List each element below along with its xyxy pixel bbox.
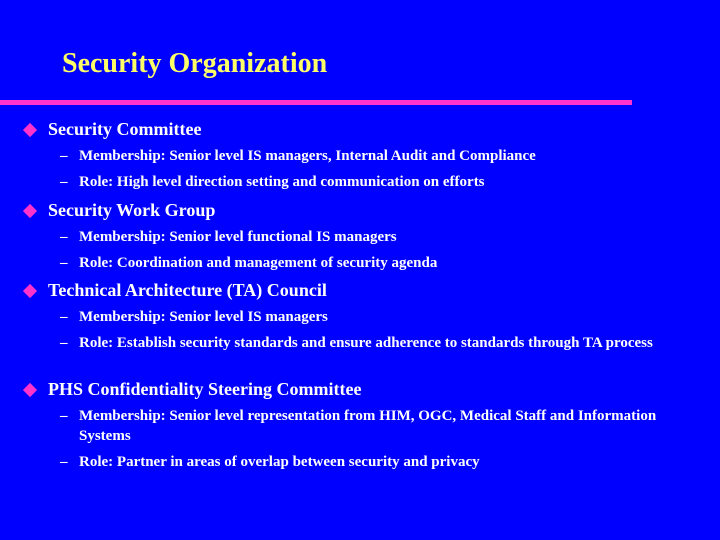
sub-bullet <box>60 307 700 327</box>
sub-bullet <box>60 406 700 446</box>
sub-bullet-text: Role: Partner in areas of overlap between security and privacy <box>79 454 480 470</box>
dash-bullet-icon: – <box>60 335 68 351</box>
sub-bullet <box>60 253 700 273</box>
dash-bullet-icon: – <box>60 255 68 271</box>
bullet-technical-architecture-council: Technical Architecture (TA) Council <box>48 280 327 300</box>
subbullets-technical-architecture-council <box>60 307 700 359</box>
subbullets-security-work-group <box>60 227 700 279</box>
diamond-bullet-icon <box>23 204 37 218</box>
dash-bullet-icon: – <box>60 309 68 325</box>
diamond-bullet-icon <box>23 383 37 397</box>
sub-bullet-text: Role: Coordination and management of security agenda <box>79 255 438 271</box>
title-underline <box>0 100 632 105</box>
sub-bullet <box>60 227 700 247</box>
sub-bullet-text: Membership: Senior level functional IS managers <box>79 229 397 245</box>
sub-bullet-text: Membership: Senior level representation from HIM, OGC, Medical Staff and Information Systems <box>79 408 657 444</box>
bullet-security-work-group: Security Work Group <box>48 200 216 220</box>
diamond-bullet-icon <box>23 123 37 137</box>
sub-bullet <box>60 146 700 166</box>
subbullets-security-committee <box>60 146 700 198</box>
dash-bullet-icon: – <box>60 174 68 190</box>
sub-bullet-text: Role: High level direction setting and communication on efforts <box>79 174 485 190</box>
dash-bullet-icon: – <box>60 148 68 164</box>
sub-bullet-text: Role: Establish security standards and ensure adherence to standards through TA process <box>79 335 653 351</box>
diamond-bullet-icon <box>23 284 37 298</box>
sub-bullet <box>60 333 700 353</box>
sub-bullet <box>60 172 700 192</box>
sub-bullet-text: Membership: Senior level IS managers <box>79 309 328 325</box>
bullet-security-committee: Security Committee <box>48 119 202 139</box>
bullet-phs-confidentiality-steering-committee: PHS Confidentiality Steering Committee <box>48 379 362 399</box>
dash-bullet-icon: – <box>60 229 68 245</box>
sub-bullet <box>60 452 700 472</box>
dash-bullet-icon: – <box>60 454 68 470</box>
subbullets-phs-confidentiality-steering-committee <box>60 406 700 478</box>
slide-title: Security Organization <box>62 48 328 79</box>
dash-bullet-icon: – <box>60 408 68 424</box>
sub-bullet-text: Membership: Senior level IS managers, Internal Audit and Compliance <box>79 148 536 164</box>
